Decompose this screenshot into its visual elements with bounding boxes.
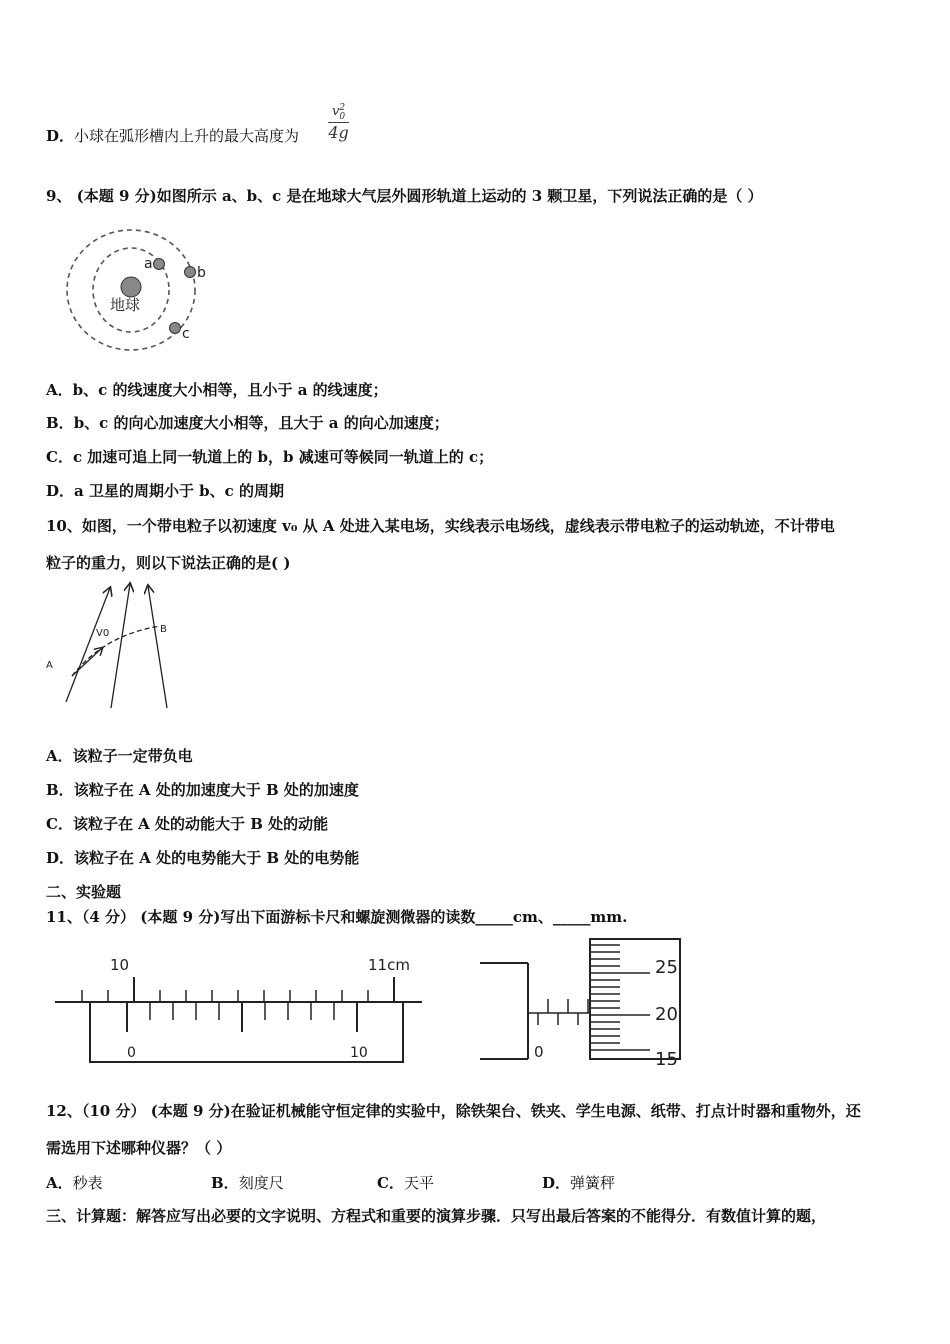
thimble-20-label: 20: [655, 1004, 678, 1025]
field-line: [148, 586, 167, 708]
q10-option-a: A．该粒子一定带负电: [46, 747, 193, 765]
q10-option-d: D．该粒子在 A 处的电势能大于 B 处的电势能: [46, 849, 360, 867]
q12-option-a: A．秒表: [46, 1174, 103, 1192]
section-3-title: 三、计算题：解答应写出必要的文字说明、方程式和重要的演算步骤．只写出最后答案的不能得分．有数值计算的题，: [46, 1207, 827, 1225]
section-2-title: 二、实验题: [46, 883, 122, 901]
main-10-label: 10: [110, 956, 130, 974]
q12-option-d: D．弹簧秤: [542, 1174, 616, 1192]
field-line: [111, 584, 130, 708]
earth: [121, 277, 141, 297]
q11-stem: 11、（4 分） (本题 9 分)写出下面游标卡尺和螺旋测微器的读数_____cm、_____mm.: [46, 908, 628, 926]
thimble-15-label: 15: [655, 1049, 678, 1065]
q10-stem-line2: 粒子的重力，则以下说法正确的是( ): [46, 554, 291, 572]
formula-fraction: [328, 104, 349, 142]
option-text: 小球在弧形槽内上升的最大高度为: [74, 127, 300, 145]
main-scale-ticks: [82, 977, 394, 1002]
q12-stem-line1: 12、（10 分） (本题 9 分)在验证机械能守恒定律的实验中，除铁架台、铁夹、学生电源、纸带、打点计时器和重物外，还: [46, 1102, 861, 1120]
q10-stem-line1: 10、如图，一个带电粒子以初速度 v₀ 从 A 处进入某电场，实线表示电场线，虚线表示带电粒子的运动轨迹，不计带电: [46, 517, 835, 535]
sleeve-ticks: [538, 999, 588, 1025]
q12-option-c: C．天平: [377, 1174, 434, 1192]
q8-option-d: [46, 126, 299, 146]
v0-label: V0: [96, 628, 110, 639]
q12-option-b: B．刻度尺: [211, 1174, 284, 1192]
satellite-b: [185, 267, 196, 278]
formula-numerator: v 2 0: [328, 104, 349, 123]
thimble-25-label: 25: [655, 957, 678, 978]
point-b-label: B: [160, 624, 167, 635]
satellite-b-label: b: [197, 265, 206, 281]
point-a-label: A: [46, 660, 53, 671]
orbit-diagram: [58, 220, 238, 360]
satellite-a: [154, 259, 165, 270]
vernier-0-label: 0: [127, 1045, 136, 1061]
q9-stem: 9、 (本题 9 分)如图所示 a、b、c 是在地球大气层外圆形轨道上运动的 3 颗卫星，下列说法正确的是（ ）: [46, 187, 763, 205]
formula-denominator: 4g: [328, 123, 349, 142]
q10-option-b: B．该粒子在 A 处的加速度大于 B 处的加速度: [46, 781, 359, 799]
field-line: [66, 588, 110, 702]
vernier-ticks: [127, 1002, 357, 1032]
satellite-c-label: c: [182, 326, 190, 342]
q9-option-b: B．b、c 的向心加速度大小相等，且大于 a 的向心加速度；: [46, 414, 449, 432]
q9-option-a: A．b、c 的线速度大小相等，且小于 a 的线速度；: [46, 381, 388, 399]
thimble-ticks: [590, 945, 650, 1050]
q10-option-c: C．该粒子在 A 处的动能大于 B 处的动能: [46, 815, 329, 833]
micrometer: [470, 935, 695, 1065]
main-11cm-label: 11cm: [368, 956, 410, 974]
velocity-arrow: [72, 648, 102, 676]
vernier-10-label: 10: [350, 1045, 368, 1061]
earth-label: 地球: [110, 296, 141, 314]
sleeve-0-label: 0: [534, 1043, 544, 1061]
q12-stem-line2: 需选用下述哪种仪器？（ ）: [46, 1139, 232, 1157]
option-label: D．: [46, 127, 75, 145]
satellite-a-label: a: [144, 256, 153, 272]
satellite-c: [170, 323, 181, 334]
q9-option-c: C．c 加速可追上同一轨道上的 b，b 减速可等候同一轨道上的 c；: [46, 448, 494, 466]
electric-field-diagram: [44, 580, 184, 715]
q9-option-d: D．a 卫星的周期小于 b、c 的周期: [46, 482, 285, 500]
vernier-caliper: [50, 945, 435, 1070]
